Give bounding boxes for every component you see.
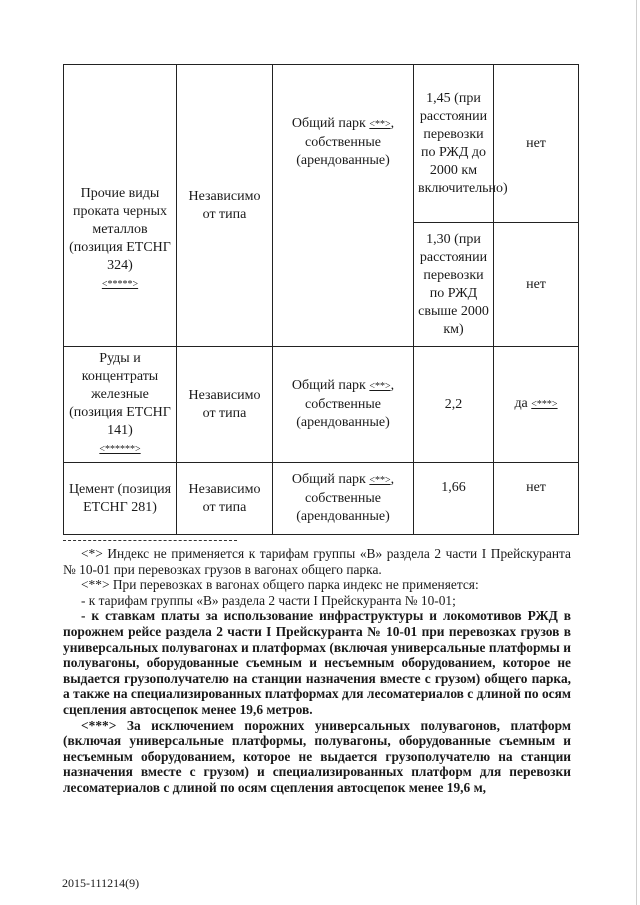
cargo-cell [64, 463, 177, 535]
park-cell [273, 347, 414, 463]
flag-cell [494, 347, 579, 463]
cargo-footnote-ref: <*****> [101, 279, 139, 290]
cargo-cell [64, 347, 177, 463]
index-text: 1,66 [441, 480, 466, 495]
flag-cell [494, 463, 579, 535]
park-text: Общий парк [291, 472, 366, 487]
scan-edge-line [636, 0, 637, 905]
park-footnote-ref: <**> [369, 475, 391, 486]
park-footnote-ref: <**> [369, 381, 391, 392]
flag-text: да [514, 396, 528, 411]
park-text: Общий парк [291, 378, 366, 393]
index-text: 2,2 [444, 396, 463, 412]
cargo-text: Прочие виды проката черных металлов (позиция ЕТСНГ 324) [69, 186, 171, 273]
index-cell [414, 65, 508, 223]
tariff-table [63, 64, 579, 535]
wagon-type-text: Независимо от типа [188, 188, 261, 222]
table-row [64, 463, 579, 535]
cargo-text: Цемент (позиция ЕТСНГ 281) [68, 481, 172, 515]
index-cell [414, 223, 494, 347]
flag-text: нет [526, 480, 546, 495]
park-rest-text: , собственные (арендованные) [296, 116, 395, 168]
flag-cell [494, 223, 579, 347]
index-text: 1,45 (при расстоянии перевозки по РЖД до 2000 км включительно) [418, 90, 508, 196]
park-cell [273, 65, 414, 347]
document-code: 2015-111214(9) [62, 876, 140, 890]
park-text: Общий парк [291, 116, 366, 131]
flag-footnote-ref: <***> [531, 399, 558, 410]
cargo-cell [64, 65, 177, 347]
footnotes [63, 546, 571, 796]
park-footnote-ref: <**> [369, 119, 391, 130]
footnote-1: <*> Индекс не применяется к тарифам группы «В» раздела 2 части I Прейскуранта № 10-01 при перевозках грузов в вагонах общего парка. [63, 546, 571, 577]
footnote-2-intro: <**> При перевозках в вагонах общего парка индекс не применяется: [81, 577, 479, 593]
footnote-separator [63, 540, 237, 541]
wagon-type-text: Независимо от типа [188, 387, 261, 421]
wagon-type-cell [177, 347, 273, 463]
park-rest-text: , собственные (арендованные) [296, 378, 395, 430]
footnote-2-item-b: - к ставкам платы за использование инфраструктуры и локомотивов РЖД в порожнем рейсе раздела 2 части I Прейскуранта № 10-01 при перевозках грузов в универсальных полувагонах и платформах (включая универсальные платформы и полувагоны, оборудованные съемным и несъемным оборудованием, которое не выдается грузополучателю на станции назначения вместе с грузом) общего парка, а также на специализированных платформах для лесоматериалов с длиной по осям сцепления автосцепок менее 19,6 метров. [63, 608, 571, 717]
footnote-2-item-a: - к тарифам группы «В» раздела 2 части I Прейскуранта № 10-01; [81, 592, 456, 608]
flag-text: нет [526, 276, 546, 292]
park-cell [273, 463, 414, 535]
wagon-type-cell [177, 463, 273, 535]
cargo-footnote-ref: <******> [99, 444, 141, 455]
index-text: 1,30 (при расстоянии перевозки по РЖД свыше 2000 км) [418, 231, 489, 337]
flag-text: нет [526, 135, 546, 151]
table-row [64, 65, 579, 223]
park-rest-text: , собственные (арендованные) [296, 472, 395, 524]
cargo-text: Руды и концентраты железные (позиция ЕТСНГ 141) [69, 351, 171, 438]
footnote-3: <***> За исключением порожних универсальных полувагонов, платформ (включая универсальные платформы, полувагоны, оборудованные съемным и несъемным оборудованием, которое не выдается грузополучателю на станции назначения вместе с грузом) и специализированных платформ для перевозки лесоматериалов с длиной по осям сцепления автосцепок менее 19,6 м, [63, 717, 571, 795]
index-cell [414, 463, 494, 535]
table-row [64, 347, 579, 463]
index-cell [414, 347, 494, 463]
flag-cell [494, 65, 579, 223]
wagon-type-text: Независимо от типа [188, 481, 261, 515]
wagon-type-cell [177, 65, 273, 347]
